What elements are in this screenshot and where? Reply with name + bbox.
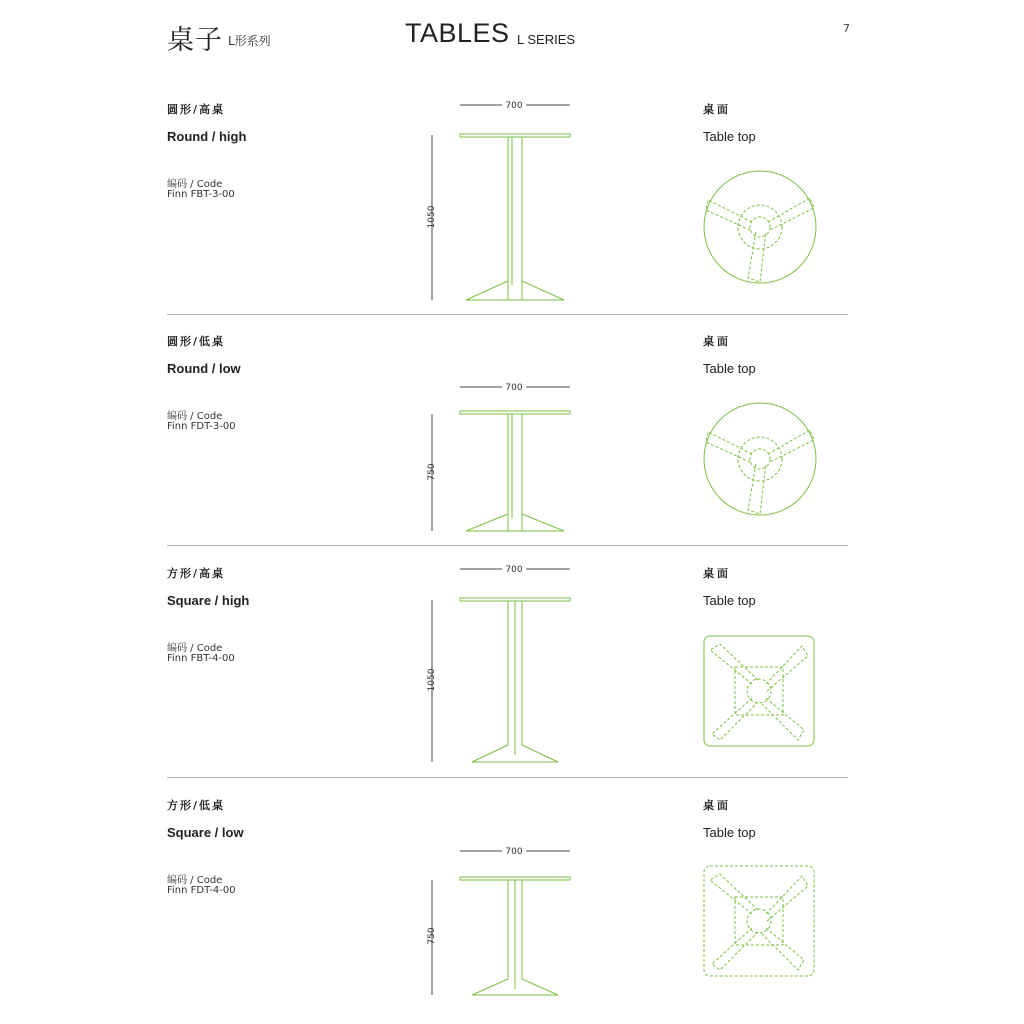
code-value: Finn FBT-3-00 [167, 189, 235, 200]
code-value: Finn FDT-3-00 [167, 421, 236, 432]
width-dimension: 700 [505, 847, 523, 857]
table-elevation-drawing [420, 378, 590, 538]
table-top-label-en: Table top [703, 593, 756, 608]
section-name-cn: 方形/低桌 [167, 799, 226, 812]
table-top-label-cn: 桌面 [703, 335, 731, 348]
table-top-label-en: Table top [703, 825, 756, 840]
round-top-plan-drawing [700, 402, 820, 522]
code-value: Finn FDT-4-00 [167, 885, 236, 896]
square-top-plan-drawing [702, 864, 816, 978]
table-elevation-drawing [420, 95, 590, 307]
page-subtitle-en: L SERIES [517, 32, 576, 47]
height-dimension: 1050 [427, 668, 437, 692]
height-dimension: 1050 [427, 205, 437, 229]
table-elevation-drawing [420, 842, 590, 1002]
page-number: 7 [843, 22, 850, 35]
width-dimension: 700 [505, 383, 523, 393]
page-title-cn: 桌子 [167, 25, 223, 56]
page-title-en: TABLES [405, 18, 510, 48]
table-elevation-drawing [420, 560, 590, 770]
table-top-label-en: Table top [703, 361, 756, 376]
table-top-label-en: Table top [703, 129, 756, 144]
table-top-label-cn: 桌面 [703, 799, 731, 812]
section-name-en: Round / high [167, 129, 247, 144]
code-label: 编码 / Code [167, 643, 223, 654]
section-name-en: Round / low [167, 361, 241, 376]
section-divider [167, 545, 848, 546]
section-name-cn: 圆形/高桌 [167, 103, 226, 116]
page-subtitle-cn: L形系列 [228, 34, 271, 48]
table-top-label-cn: 桌面 [703, 103, 731, 116]
width-dimension: 700 [505, 565, 523, 575]
section-name-en: Square / high [167, 593, 250, 608]
code-label: 编码 / Code [167, 179, 223, 190]
code-value: Finn FBT-4-00 [167, 653, 235, 664]
height-dimension: 750 [427, 927, 437, 945]
section-divider [167, 314, 848, 315]
section-name-cn: 方形/高桌 [167, 567, 226, 580]
table-top-label-cn: 桌面 [703, 567, 731, 580]
height-dimension: 750 [427, 463, 437, 481]
section-name-cn: 圆形/低桌 [167, 335, 226, 348]
round-top-plan-drawing [700, 170, 820, 290]
code-label: 编码 / Code [167, 411, 223, 422]
square-top-plan-drawing [702, 634, 816, 748]
code-label: 编码 / Code [167, 875, 223, 886]
section-name-en: Square / low [167, 825, 244, 840]
width-dimension: 700 [505, 101, 523, 111]
section-divider [167, 777, 848, 778]
